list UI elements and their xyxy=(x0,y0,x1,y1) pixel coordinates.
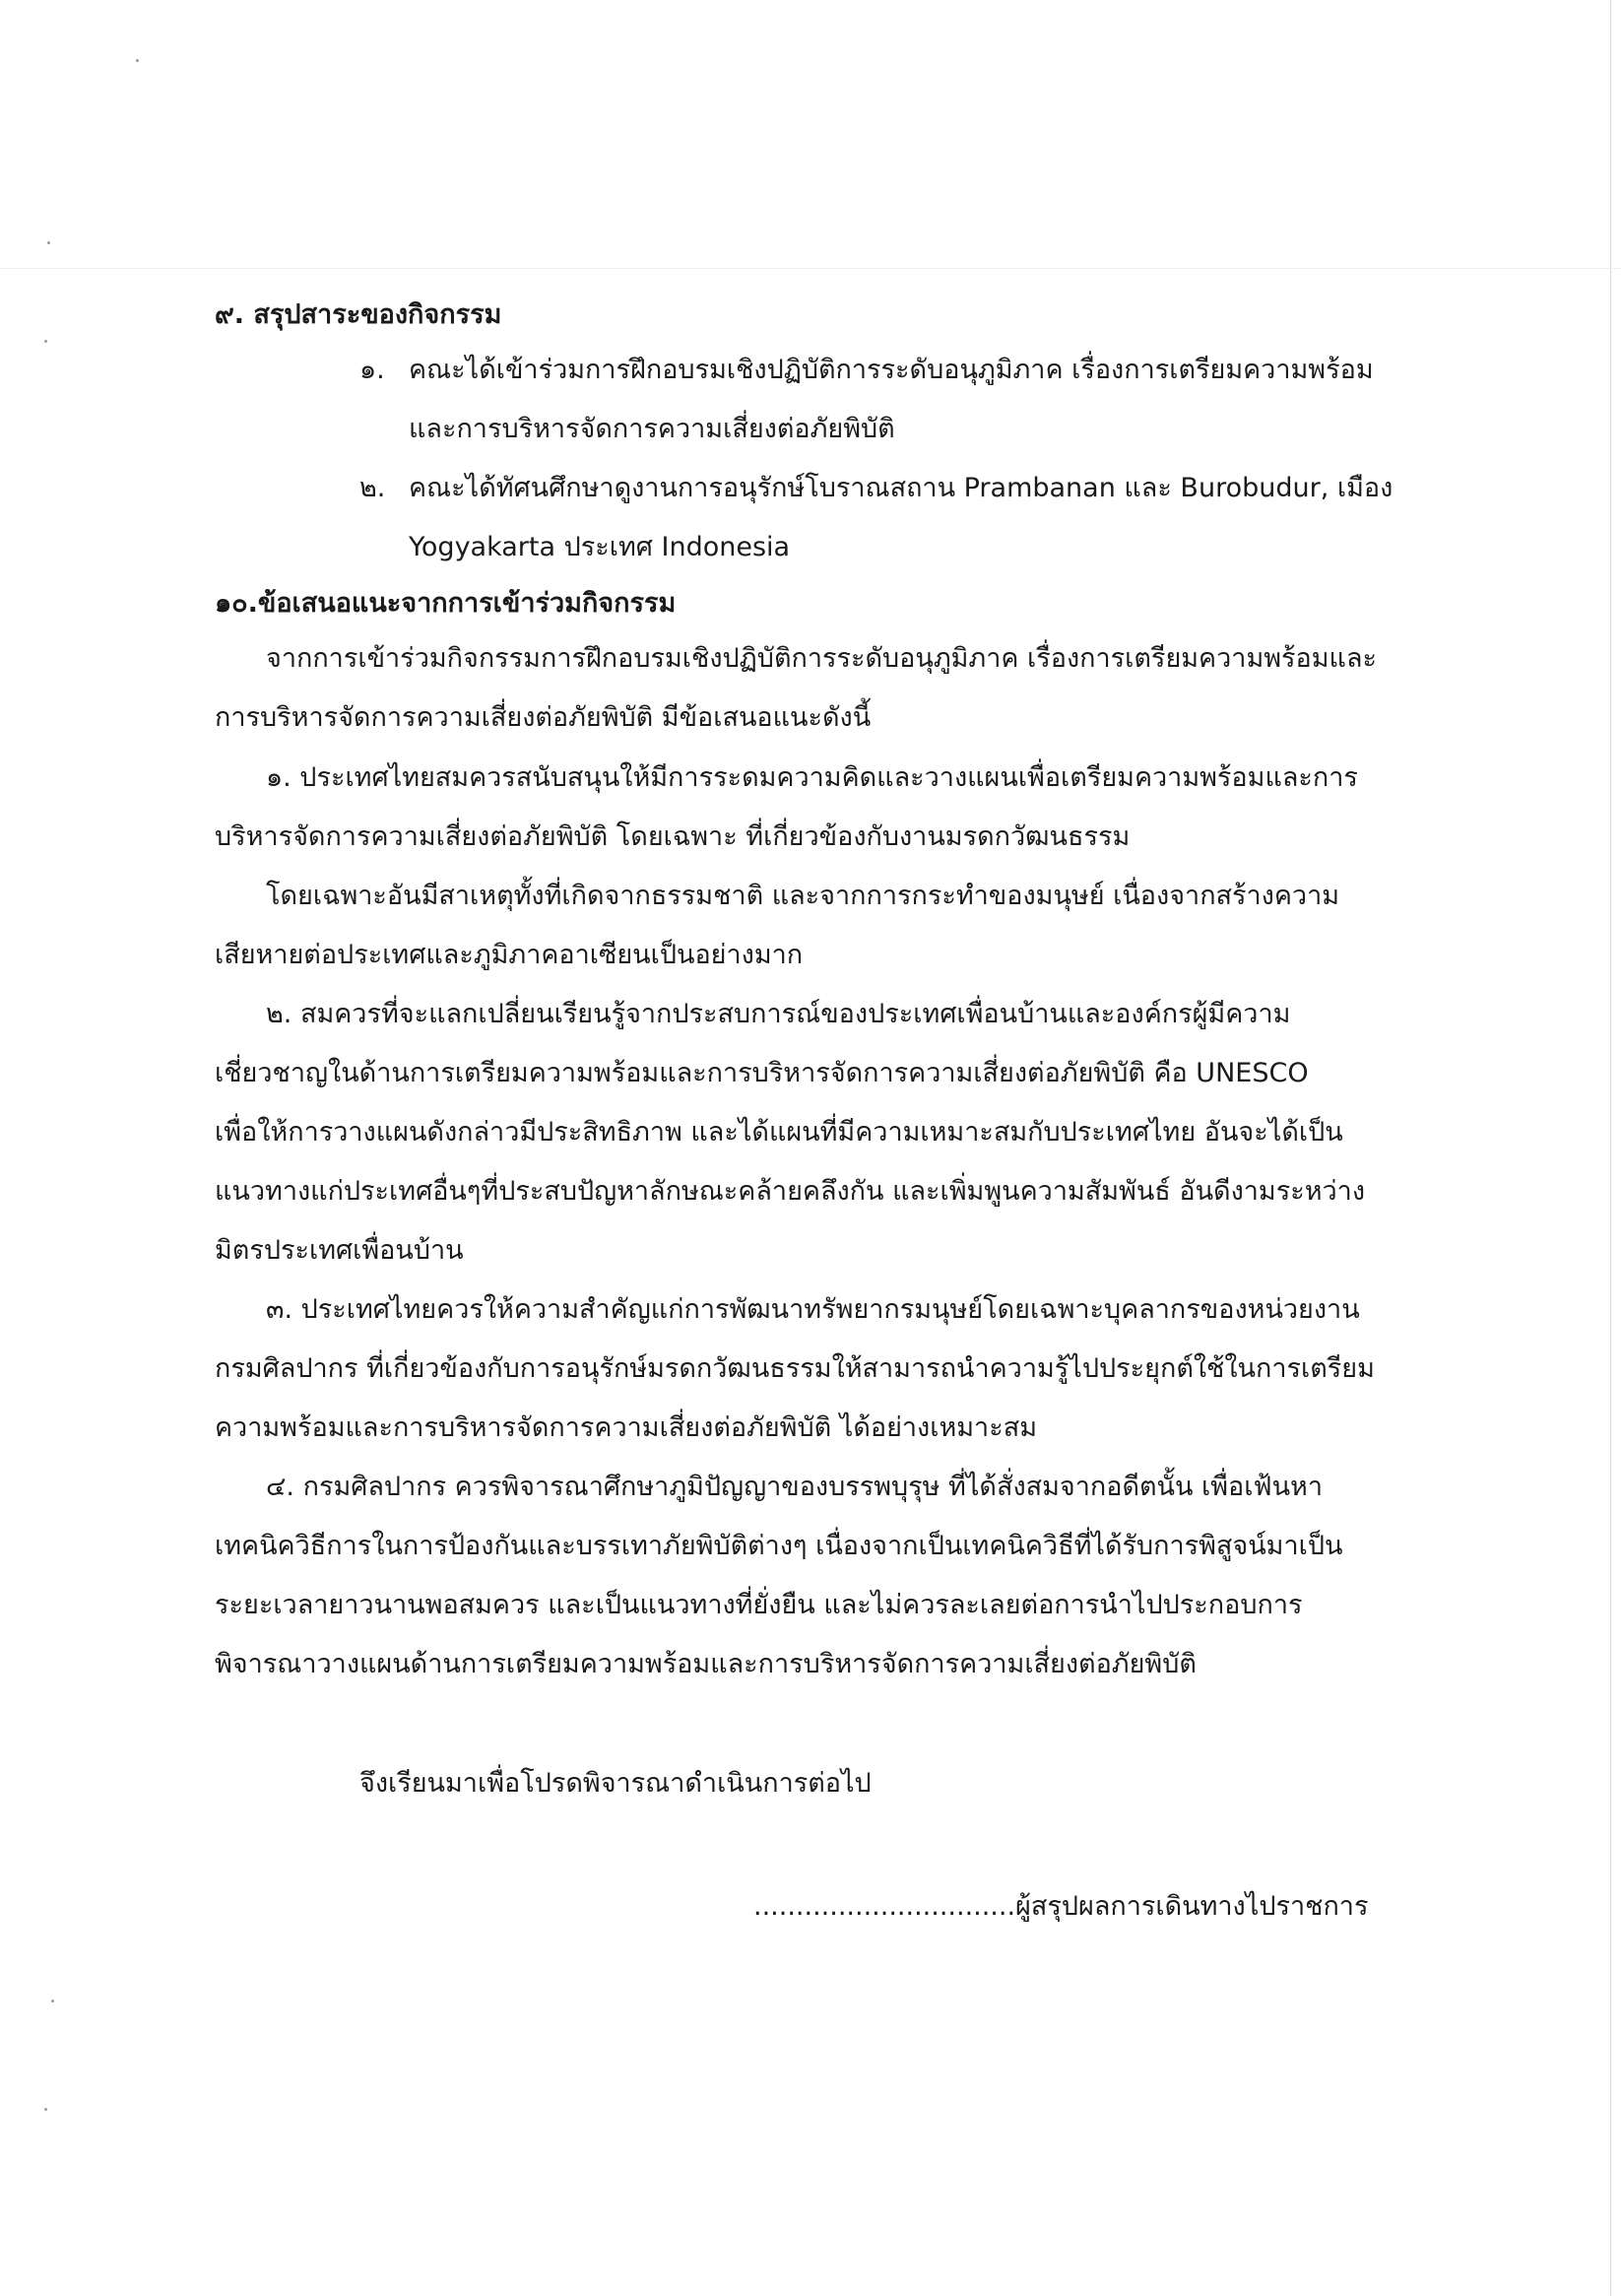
paragraph-3-line-1: ๓. ประเทศไทยควรให้ความสำคัญแก่การพัฒนาทรัพยากรมนุษย์โดยเฉพาะบุคลากรของหน่วยงาน xyxy=(266,1294,1360,1325)
paragraph-3-line-2: กรมศิลปากร ที่เกี่ยวข้องกับการอนุรักษ์มรดกวัฒนธรรมให้สามารถนำความรู้ไปประยุกต์ใช้ในการเตรียม xyxy=(215,1353,1375,1384)
paragraph-1-line-2: บริหารจัดการความเสี่ยงต่อภัยพิบัติ โดยเฉพาะ ที่เกี่ยวข้องกับงานมรดกวัฒนธรรม xyxy=(215,821,1131,852)
section-10-heading: ๑๐.ข้อเสนอแนะจากการเข้าร่วมกิจกรรม xyxy=(215,588,677,619)
page-edge xyxy=(1610,0,1611,2296)
paragraph-4-line-1: ๔. กรมศิลปากร ควรพิจารณาศึกษาภูมิปัญญาของบรรพบุรุษ ที่ได้สั่งสมจากอดีตนั้น เพื่อเฟ้นหา xyxy=(266,1472,1324,1502)
paragraph-4-line-2: เทคนิควิธีการในการป้องกันและบรรเทาภัยพิบัติต่างๆ เนื่องจากเป็นเทคนิควิธีที่ได้รับการพิสูจน์มาเป็น xyxy=(215,1531,1343,1561)
section-9-item-1-line-1: คณะได้เข้าร่วมการฝึกอบรมเชิงปฏิบัติการระดับอนุภูมิภาค เรื่องการเตรียมความพร้อม xyxy=(409,355,1374,385)
scan-speck xyxy=(44,2108,47,2111)
scan-speck xyxy=(44,340,47,343)
section-10-intro-line-1: จากการเข้าร่วมกิจกรรมการฝึกอบรมเชิงปฏิบัติการระดับอนุภูมิภาค เรื่องการเตรียมความพร้อมและ xyxy=(266,643,1378,674)
paragraph-2-line-5: มิตรประเทศเพื่อนบ้าน xyxy=(215,1235,464,1266)
scan-fold-line xyxy=(0,268,1621,269)
signature-line: ...............................ผู้สรุปผลการเดินทางไปราชการ xyxy=(753,1891,1369,1922)
paragraph-1-line-4: เสียหายต่อประเทศและภูมิภาคอาเซียนเป็นอย่างมาก xyxy=(215,940,804,970)
paragraph-1-line-1: ๑. ประเทศไทยสมควรสนับสนุนให้มีการระดมความคิดและวางแผนเพื่อเตรียมความพร้อมและการ xyxy=(266,762,1358,793)
scan-speck xyxy=(47,241,50,244)
section-9-item-2-line-2: Yogyakarta ประเทศ Indonesia xyxy=(409,532,791,562)
section-9-heading: ๙. สรุปสาระของกิจกรรม xyxy=(215,299,502,330)
paragraph-4-line-4: พิจารณาวางแผนด้านการเตรียมความพร้อมและการบริหารจัดการความเสี่ยงต่อภัยพิบัติ xyxy=(215,1649,1197,1679)
paragraph-2-line-4: แนวทางแก่ประเทศอื่นๆที่ประสบปัญหาลักษณะคล้ายคลึงกัน และเพิ่มพูนความสัมพันธ์ อันดีงามระหว่าง xyxy=(215,1176,1366,1207)
scan-speck xyxy=(136,59,139,62)
paragraph-2-line-2: เชี่ยวชาญในด้านการเตรียมความพร้อมและการบริหารจัดการความเสี่ยงต่อภัยพิบัติ คือ UNESCO xyxy=(215,1058,1309,1088)
section-9-item-2-line-1: คณะได้ทัศนศึกษาดูงานการอนุรักษ์โบราณสถาน Prambanan และ Burobudur, เมือง xyxy=(409,473,1394,503)
closing-statement: จึงเรียนมาเพื่อโปรดพิจารณาดำเนินการต่อไป xyxy=(359,1768,872,1799)
paragraph-2-line-1: ๒. สมควรที่จะแลกเปลี่ยนเรียนรู้จากประสบการณ์ของประเทศเพื่อนบ้านและองค์กรผู้มีความ xyxy=(266,999,1291,1029)
section-10-intro-line-2: การบริหารจัดการความเสี่ยงต่อภัยพิบัติ มีข้อเสนอแนะดังนี้ xyxy=(215,702,872,733)
section-9-item-1-number: ๑. xyxy=(359,355,385,385)
paragraph-4-line-3: ระยะเวลายาวนานพอสมควร และเป็นแนวทางที่ยั่งยืน และไม่ควรละเลยต่อการนำไปประกอบการ xyxy=(215,1590,1303,1620)
section-9-item-2-number: ๒. xyxy=(359,473,386,503)
paragraph-1-line-3: โดยเฉพาะอันมีสาเหตุทั้งที่เกิดจากธรรมชาติ และจากการกระทำของมนุษย์ เนื่องจากสร้างความ xyxy=(266,881,1340,911)
scan-speck xyxy=(51,2000,54,2002)
paragraph-2-line-3: เพื่อให้การวางแผนดังกล่าวมีประสิทธิภาพ และได้แผนที่มีความเหมาะสมกับประเทศไทย อันจะได้เป็น xyxy=(215,1117,1343,1148)
paragraph-3-line-3: ความพร้อมและการบริหารจัดการความเสี่ยงต่อภัยพิบัติ ได้อย่างเหมาะสม xyxy=(215,1412,1037,1443)
section-9-item-1-line-2: และการบริหารจัดการความเสี่ยงต่อภัยพิบัติ xyxy=(409,414,895,444)
